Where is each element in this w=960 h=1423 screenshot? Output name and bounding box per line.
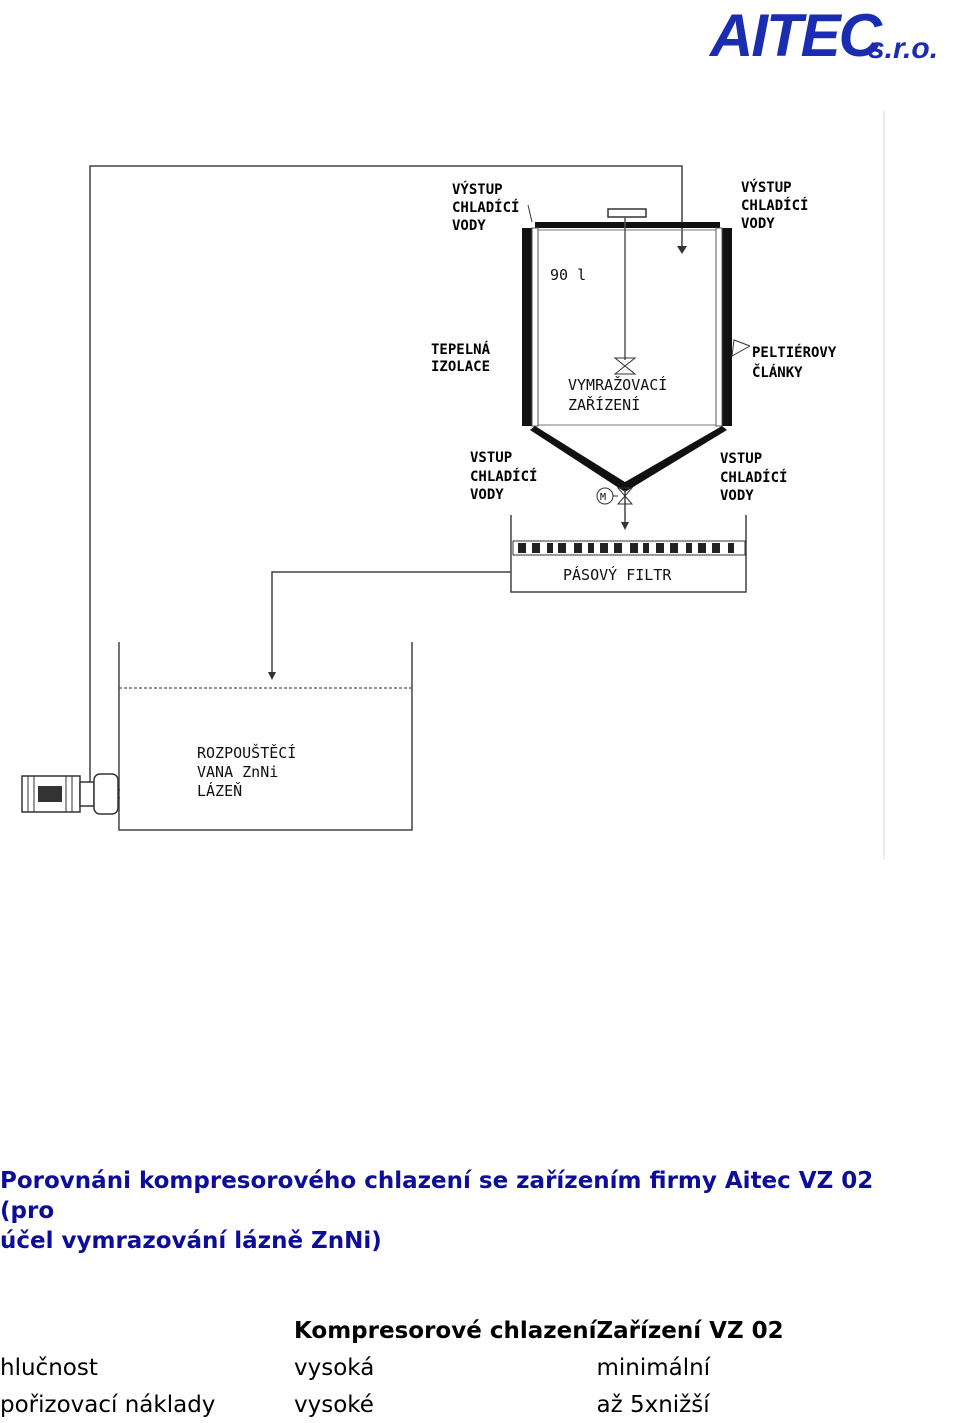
- return-pipe: [90, 166, 682, 800]
- belt-filter-label: PÁSOVÝ FILTR: [563, 566, 672, 584]
- dissolving-tank: [119, 642, 412, 830]
- logo-suffix: s.r.o.: [868, 32, 939, 65]
- inlet-right-label: VSTUP CHLADÍCÍ VODY: [720, 451, 788, 504]
- outlet-left-label: VÝSTUP CHLADÍCÍ VODY: [452, 182, 520, 234]
- aitec-logo: [706, 2, 960, 68]
- row-label: pořizovací náklady: [0, 1391, 216, 1418]
- row-label: hlučnost: [0, 1354, 98, 1381]
- freezer-vessel: [522, 209, 732, 492]
- heading-line-2: účel vymrazování lázně ZnNi): [0, 1228, 382, 1254]
- tank-label: ROZPOUŠTĚCÍ VANA ZnNi LÁZEŇ: [197, 744, 297, 800]
- valve-motor: [597, 488, 632, 530]
- outlet-right-label: VÝSTUP CHLADÍCÍ VODY: [741, 180, 809, 232]
- motor-label: M: [600, 492, 607, 503]
- header-empty: [0, 1312, 294, 1349]
- pump: [22, 774, 120, 814]
- row-compressor-value: vysoké: [294, 1391, 374, 1418]
- header-compressor: Kompresorové chlazení: [294, 1317, 597, 1344]
- process-diagram: [0, 100, 960, 860]
- volume-label: 90 l: [550, 266, 587, 284]
- logo-text: AITEC: [710, 2, 880, 68]
- table-row: [0, 1349, 960, 1386]
- filter-pipe: [272, 572, 511, 676]
- table-header-row: [0, 1312, 960, 1349]
- inlet-left-label: VSTUP CHLADÍCÍ VODY: [470, 450, 538, 503]
- heading-line-1: Porovnáni kompresorového chlazení se zařízením firmy Aitec VZ 02 (pro: [0, 1168, 874, 1224]
- table-row: [0, 1386, 960, 1423]
- row-compressor-value: vysoká: [294, 1354, 375, 1381]
- freezer-label: VYMRAŽOVACÍ ZAŘÍZENÍ: [568, 376, 668, 414]
- header-vz02: Zařízení VZ 02: [596, 1317, 784, 1344]
- comparison-heading: [0, 1166, 900, 1256]
- peltier-label: PELTIÉROVY ČLÁNKY: [752, 345, 837, 381]
- comparison-table: [0, 1312, 960, 1423]
- insulation-label: TEPELNÁ IZOLACE: [431, 342, 491, 375]
- row-vz02-value: až 5xnižší: [596, 1391, 710, 1418]
- row-vz02-value: minimální: [596, 1354, 711, 1381]
